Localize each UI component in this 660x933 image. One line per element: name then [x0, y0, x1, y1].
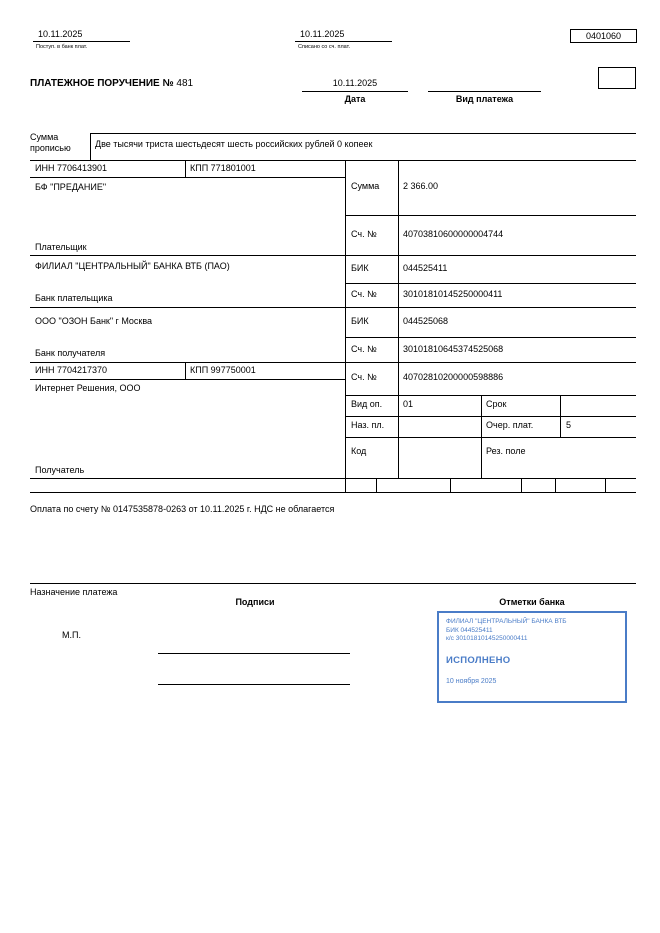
payee-bank-bik: 044525068 — [403, 316, 449, 326]
stamp-bik: БИК 044525411 — [446, 626, 493, 634]
mp-label: М.П. — [62, 630, 81, 640]
grid-line — [345, 337, 636, 338]
purpose-text: Оплата по счету № 0147535878-0263 от 10.11.2025 г. НДС не облагается — [30, 504, 335, 514]
grid-line — [90, 133, 91, 160]
payee-label: Получатель — [35, 465, 85, 475]
grid-line — [345, 416, 636, 417]
stamp-corr-account: к/с 30101810145250000411 — [446, 635, 528, 642]
payee-account: 40702810200000598886 — [403, 372, 504, 382]
page-title — [30, 78, 193, 89]
payee-inn: ИНН 7704217370 — [35, 365, 108, 375]
payer-bank-bik: 044525411 — [403, 263, 448, 273]
grid-line — [30, 255, 636, 256]
payer-bank-label: Банк плательщика — [35, 293, 113, 303]
grid-line — [30, 160, 636, 161]
payee-bank-name: ООО "ОЗОН Банк" г Москва — [35, 316, 153, 326]
debited-date-label: Списано со сч. плат. — [298, 44, 351, 50]
payee-bank-label: Банк получателя — [35, 348, 106, 358]
op-type-label: Вид оп. — [351, 399, 383, 409]
payee-account-label: Сч. № — [351, 372, 377, 382]
amount-label: Сумма — [351, 181, 380, 191]
debited-date-underline — [295, 41, 392, 42]
stamp-date: 10 ноября 2025 — [446, 678, 497, 685]
payee-bank-account: 30101810645374525068 — [403, 344, 504, 354]
grid-line — [605, 478, 606, 492]
priority-label: Очер. плат. — [486, 420, 534, 430]
payer-label: Плательщик — [35, 242, 87, 252]
payer-kpp: КПП 771801001 — [190, 163, 256, 173]
purpose-underline — [30, 583, 636, 584]
term-label: Срок — [486, 399, 507, 409]
payer-bank-account: 30101810145250000411 — [403, 289, 503, 299]
grid-line — [555, 478, 556, 492]
purpose-label: Назначение платежа — [30, 587, 118, 597]
doc-date: 10.11.2025 — [332, 78, 378, 88]
stamp-bank-name: ФИЛИАЛ "ЦЕНТРАЛЬНЫЙ" БАНКА ВТБ — [446, 618, 567, 625]
payment-type-label: Вид платежа — [455, 94, 514, 104]
payment-type-box — [598, 67, 636, 89]
signature-line-2 — [158, 684, 350, 685]
op-type-value: 01 — [403, 399, 414, 409]
grid-line — [30, 307, 636, 308]
debited-date: 10.11.2025 — [300, 29, 345, 39]
grid-line — [398, 160, 399, 478]
grid-line — [185, 160, 186, 177]
payer-bank-name: ФИЛИАЛ "ЦЕНТРАЛЬНЫЙ" БАНКА ВТБ (ПАО) — [35, 261, 230, 271]
grid-line — [345, 395, 636, 396]
grid-line — [90, 133, 636, 134]
payee-kpp: КПП 997750001 — [190, 365, 256, 375]
doc-number: 481 — [176, 78, 194, 89]
page-title-text: ПЛАТЕЖНОЕ ПОРУЧЕНИЕ № — [30, 78, 174, 89]
form-code: 0401060 — [570, 29, 637, 43]
payer-bank-bik-label: БИК — [351, 263, 369, 273]
payer-account: 40703810600000004744 — [403, 229, 504, 239]
grid-line — [30, 379, 345, 380]
received-date-label: Поступ. в банк плат. — [36, 44, 88, 50]
code-label: Код — [351, 446, 367, 456]
reserve-field-label: Рез. поле — [486, 446, 526, 456]
payee-name: Интернет Решения, ООО — [35, 383, 141, 393]
naz-pl-label: Наз. пл. — [351, 420, 385, 430]
payee-bank-account-label: Сч. № — [351, 344, 377, 354]
grid-line — [30, 492, 636, 493]
doc-date-label: Дата — [344, 94, 366, 104]
payer-bank-account-label: Сч. № — [351, 289, 377, 299]
bank-stamp — [437, 611, 627, 703]
signatures-label: Подписи — [235, 597, 275, 607]
received-date-underline — [33, 41, 130, 42]
payer-account-label: Сч. № — [351, 229, 377, 239]
grid-line — [560, 395, 561, 437]
amount-value: 2 366.00 — [403, 181, 439, 191]
payer-inn: ИНН 7706413901 — [35, 163, 108, 173]
grid-line — [345, 160, 346, 492]
payment-type-underline — [428, 91, 541, 92]
payee-bank-bik-label: БИК — [351, 316, 369, 326]
grid-line — [30, 362, 636, 363]
grid-line — [345, 215, 636, 216]
grid-line — [450, 478, 451, 492]
doc-date-underline — [302, 91, 408, 92]
payer-name: БФ "ПРЕДАНИЕ" — [35, 182, 107, 192]
grid-line — [345, 437, 636, 438]
amount-words-label: Сумма прописью — [30, 132, 71, 153]
grid-line — [30, 177, 345, 178]
grid-line — [345, 283, 636, 284]
grid-line — [376, 478, 377, 492]
amount-words-text: Две тысячи триста шестьдесят шесть российских рублей 0 копеек — [95, 139, 373, 149]
grid-line — [481, 395, 482, 478]
stamp-status: ИСПОЛНЕНО — [446, 654, 511, 666]
signature-line-1 — [158, 653, 350, 654]
grid-line — [30, 478, 636, 479]
received-date: 10.11.2025 — [38, 29, 83, 39]
grid-line — [185, 362, 186, 379]
priority-value: 5 — [566, 420, 572, 430]
grid-line — [521, 478, 522, 492]
bank-marks-label: Отметки банка — [499, 597, 565, 607]
